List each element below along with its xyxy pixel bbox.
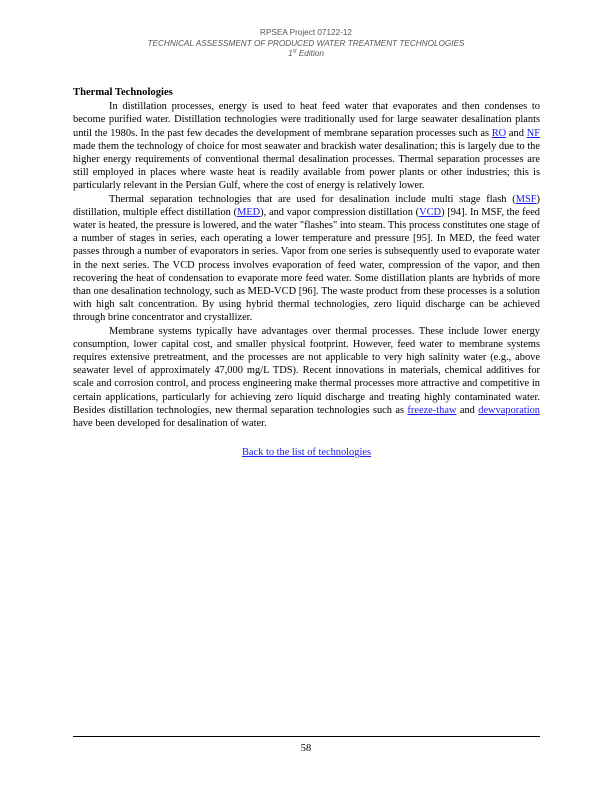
paragraph-1 [73, 100, 540, 192]
link-vcd[interactable]: VCD [419, 206, 442, 218]
main-content [73, 86, 540, 459]
link-nf[interactable]: NF [526, 127, 540, 139]
paragraph-2 [73, 193, 540, 325]
paragraph-text: ), and vapor compression distillation ( [260, 206, 420, 218]
page-number: 58 [300, 743, 312, 754]
edition-number: 1 [288, 49, 293, 58]
edition-line [0, 49, 612, 60]
paragraph-3 [73, 325, 540, 431]
paragraph-text: Membrane systems typically have advantages over thermal processes. These include lower energy consumption, lower capital cost, and smaller physical footprint. However, feed water to membrane systems requires extensive pretreatment, and the processes are not applicable to very high salinity water (e.g., above seawater level of approximately 47,000 mg/L TDS). Recent innovations in materials, chemical additives for scale and corrosion control, and process engineering make thermal processes more attractive and competitive in certain applications, particularly for achieving zero liquid discharge and treating highly contaminated water. Besides distillation technologies, new thermal separation technologies such as [73, 325, 540, 416]
paragraph-text: have been developed for desalination of water. [73, 418, 267, 430]
paragraph-text: made them the technology of choice for most seawater and brackish water desalination; this is largely due to the higher energy requirements of conventional thermal desalination processes. Thermal separation processes are still employed in places where waste heat is readily available from power plants or other industries; this is particularly relevant in the Persian Gulf, where the cost of energy is relatively lower. [73, 140, 540, 192]
section-title: Thermal Technologies [73, 87, 173, 98]
project-id: RPSEA Project 07122-12 [260, 28, 352, 37]
edition-label: Edition [296, 49, 324, 58]
link-ro[interactable]: RO [491, 127, 507, 139]
report-title: TECHNICAL ASSESSMENT OF PRODUCED WATER TREATMENT TECHNOLOGIES [147, 38, 465, 48]
page-header [0, 28, 612, 60]
link-freeze-thaw[interactable]: freeze-thaw [407, 404, 457, 416]
back-to-technologies-link[interactable]: Back to the list of technologies [242, 447, 371, 459]
paragraph-text: In distillation processes, energy is used to heat feed water that evaporates and then condenses to become purified water. Distillation technologies were traditionally used for large seawater desalination plants until the 1980s. In the past few decades the development of membrane separation processes such as [73, 101, 540, 139]
edition-suffix: st [292, 48, 297, 55]
paragraph-text: and [506, 127, 527, 139]
link-msf[interactable]: MSF [515, 193, 537, 205]
footer-divider [73, 736, 540, 737]
paragraph-text: ) [94]. In MSF, the feed water is heated, the pressure is lowered, and the water "flashes" into steam. This process constitutes one stage of a number of stages in series, each operating a lower temperature and pressure [95]. In MED, the feed water passes through a number of evaporators in series. Vapor from one series is subsequently used to evaporate water in the next series. The VCD process involves evaporation of feed water, compression of the vapor, and then recovering the heat of condensation to evaporate more feed water. Some distillation plants are hybrids of more than one desalination technology, such as MED-VCD [96]. The waste product from these processes is a solution with high salt concentration. By using hybrid thermal technologies, zero liquid discharge can be achieved through brine concentrator and crystallizer. [73, 206, 541, 324]
link-dewvaporation[interactable]: dewvaporation [478, 404, 540, 416]
paragraph-text: Thermal separation technologies that are used for desalination include multi stage flash ( [109, 193, 516, 205]
paragraph-text: ) distillation, multiple effect distillation ( [73, 193, 540, 218]
paragraph-text: and [456, 404, 479, 416]
link-med[interactable]: MED [237, 206, 261, 218]
back-link-container [73, 446, 540, 459]
